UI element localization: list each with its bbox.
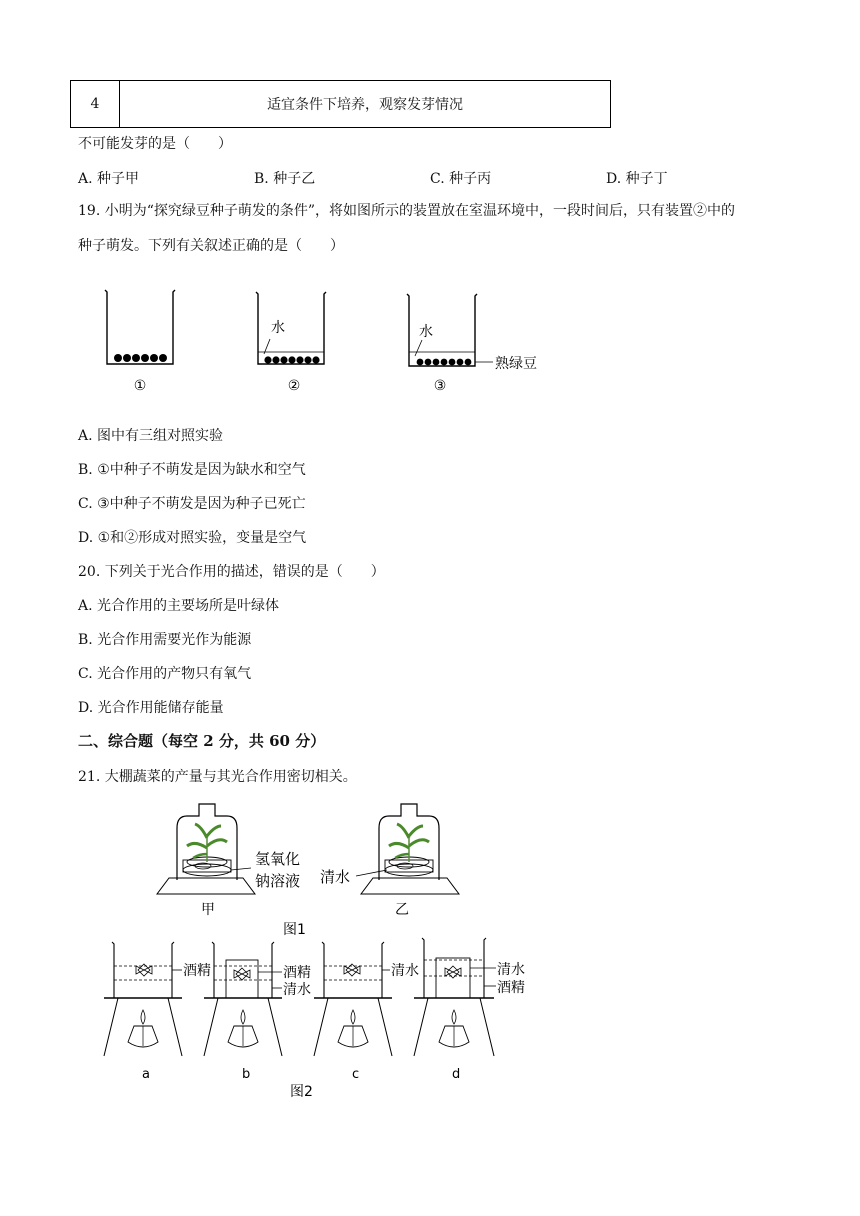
q19-option-c[interactable]: C. ③中种子不萌发是因为种子已死亡 [78, 496, 306, 512]
setup-b-letter: b [242, 1067, 251, 1082]
bell-jar-jia [157, 804, 300, 918]
setup-b [204, 942, 311, 1082]
setup-d-water-label: 清水 [497, 962, 525, 978]
naoh-label-line2: 钠溶液 [255, 872, 301, 890]
jar-jia-label: 甲 [201, 902, 215, 918]
setup-c [314, 942, 419, 1082]
setup-d-alcohol-label: 酒精 [497, 980, 525, 996]
setup-a-letter: a [142, 1067, 150, 1082]
setup-d-letter: d [452, 1067, 461, 1082]
table-row [71, 81, 611, 128]
table-cell-num: 4 [71, 81, 120, 128]
q21-figure-2 [100, 934, 540, 1104]
q19-stem-line2: 种子萌发。下列有关叙述正确的是（ ） [78, 238, 344, 254]
beaker-3-cooked-label: 熟绿豆 [495, 356, 537, 372]
water-label-fig1: 清水 [320, 868, 351, 886]
q21-figure-1 [155, 798, 485, 943]
experiment-table [70, 80, 611, 128]
q18-option-d[interactable]: D. 种子丁 [606, 171, 668, 187]
q18-option-b[interactable]: B. 种子乙 [254, 171, 316, 187]
beaker-2 [256, 292, 326, 394]
setup-c-water-label: 清水 [391, 963, 419, 979]
beaker-3-label: ③ [433, 378, 447, 394]
q19-beaker-figure [90, 282, 560, 402]
figure-2-caption: 图2 [290, 1084, 313, 1100]
q20-option-b[interactable]: B. 光合作用需要光作为能源 [78, 632, 252, 648]
figure-1-caption: 图1 [283, 922, 306, 938]
beaker-3 [407, 294, 537, 394]
q19-option-b[interactable]: B. ①中种子不萌发是因为缺水和空气 [78, 462, 306, 478]
q19-option-d[interactable]: D. ①和②形成对照实验，变量是空气 [78, 530, 307, 546]
jar-yi-label: 乙 [395, 902, 409, 918]
setup-a-alcohol-label: 酒精 [183, 963, 211, 979]
setup-d [414, 938, 525, 1082]
setup-a [104, 942, 211, 1082]
bell-jar-yi [320, 804, 459, 918]
table-cell-text: 适宜条件下培养，观察发芽情况 [120, 81, 611, 128]
setup-b-alcohol-label: 酒精 [283, 965, 311, 981]
section-title: 二、综合题（每空 2 分，共 60 分） [78, 732, 326, 750]
setup-b-water-label: 清水 [283, 982, 311, 998]
beaker-1-label: ① [133, 378, 147, 394]
beaker-2-water-label: 水 [271, 320, 285, 336]
q20-option-c[interactable]: C. 光合作用的产物只有氧气 [78, 666, 252, 682]
q20-stem: 20. 下列关于光合作用的描述，错误的是（ ） [78, 564, 385, 580]
q20-option-a[interactable]: A. 光合作用的主要场所是叶绿体 [78, 598, 280, 614]
q18-option-a[interactable]: A. 种子甲 [78, 171, 140, 187]
q18-option-c[interactable]: C. 种子丙 [430, 171, 492, 187]
q18-stem: 不可能发芽的是（ ） [78, 136, 232, 152]
naoh-label-line1: 氢氧化 [255, 850, 301, 868]
q18-options [78, 169, 778, 189]
q20-option-d[interactable]: D. 光合作用能储存能量 [78, 700, 224, 716]
beaker-1 [105, 290, 175, 394]
q19-option-a[interactable]: A. 图中有三组对照实验 [78, 428, 224, 444]
q21-stem: 21. 大棚蔬菜的产量与其光合作用密切相关。 [78, 769, 357, 785]
beaker-3-water-label: 水 [419, 324, 433, 340]
q19-stem-line1: 19. 小明为“探究绿豆种子萌发的条件”，将如图所示的装置放在室温环境中，一段时间后，只有装置②中的 [78, 203, 736, 219]
beaker-2-label: ② [287, 378, 301, 394]
setup-c-letter: c [352, 1067, 360, 1082]
